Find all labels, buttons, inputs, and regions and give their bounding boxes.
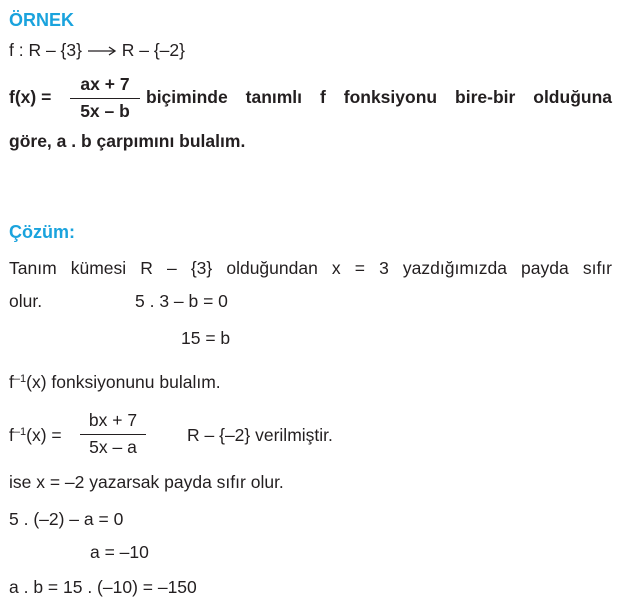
solution-line-1: Tanım kümesi R – {3} olduğundan x = 3 yazdığımızda payda sıfır — [9, 258, 612, 278]
final-result: a . b = 15 . (–10) = –150 — [9, 577, 197, 597]
inverse-fraction — [80, 412, 146, 456]
equation-a-result: a = –10 — [90, 542, 149, 562]
inverse-denominator: 5x – a — [89, 436, 137, 457]
question-line-2: göre, a . b çarpımını bulalım. — [9, 131, 246, 151]
fx-numerator: ax + 7 — [80, 74, 130, 94]
inverse-label-rest: (x) = — [26, 425, 62, 445]
inverse-label — [9, 427, 62, 445]
fx-fraction — [70, 76, 140, 120]
inverse-numerator: bx + 7 — [88, 410, 138, 430]
equation-b-result: 15 = b — [181, 328, 231, 348]
equation-b: 5 . 3 – b = 0 — [135, 291, 228, 311]
equation-a: 5 . (–2) – a = 0 — [9, 509, 124, 529]
inverse-label-f: f — [9, 425, 14, 445]
inverse-intro-text: (x) fonksiyonunu bulalım. — [26, 372, 221, 392]
mapping-domain: f : R – {3} — [9, 40, 82, 60]
fx-denominator: 5x – b — [80, 100, 130, 121]
mapping-codomain: R – {–2} — [121, 40, 185, 60]
solution-line-ise: ise x = –2 yazarsak payda sıfır olur. — [9, 472, 284, 492]
inverse-domain: R – {–2} verilmiştir. — [187, 425, 333, 445]
example-heading: ÖRNEK — [9, 10, 75, 30]
solution-line-2a: olur. — [9, 291, 43, 311]
right-arrow-icon — [87, 45, 117, 57]
function-mapping — [9, 42, 185, 60]
inverse-intro — [9, 374, 221, 392]
fx-label: f(x) = — [9, 87, 52, 107]
inverse-f: f — [9, 372, 14, 392]
solution-heading: Çözüm: — [9, 222, 75, 242]
question-line-1: biçiminde tanımlı f fonksiyonu bire-bir olduğuna — [146, 87, 612, 107]
inverse-label-exponent: –1 — [13, 426, 27, 438]
inverse-exponent: –1 — [13, 373, 27, 385]
